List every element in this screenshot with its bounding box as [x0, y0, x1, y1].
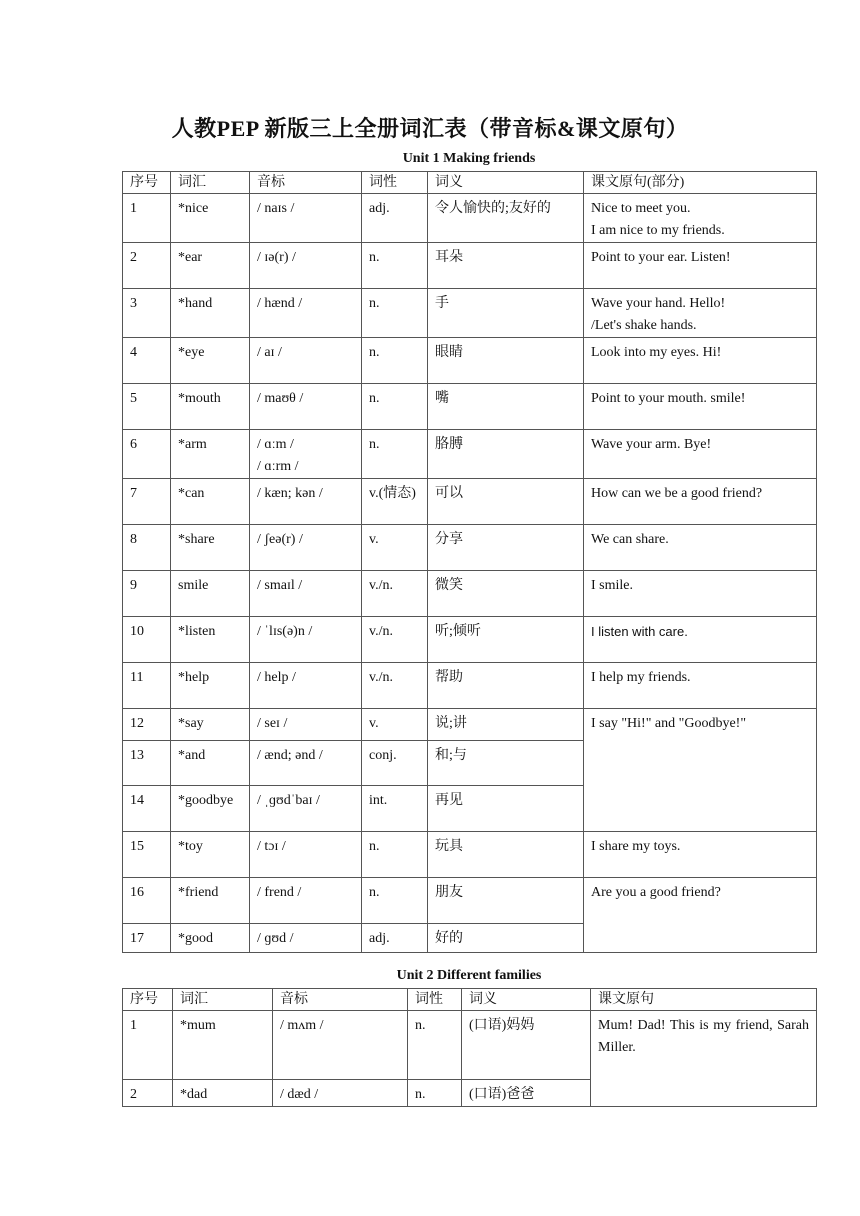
- index-cell: 2: [123, 1080, 173, 1107]
- phonetic-line: / ænd; ənd /: [257, 748, 323, 763]
- sentence-line: Nice to meet you.: [591, 201, 691, 216]
- table-row: [123, 338, 817, 384]
- word-cell: *help: [171, 663, 250, 709]
- part-of-speech-cell: v./n.: [362, 617, 428, 663]
- word-cell: *arm: [171, 430, 250, 479]
- phonetic-line: / hænd /: [257, 296, 303, 311]
- meaning-cell: 朋友: [428, 878, 584, 924]
- word-cell: *good: [171, 924, 250, 953]
- header-cell: 课文原句: [591, 989, 817, 1011]
- part-of-speech-cell: v.: [362, 525, 428, 571]
- table-header-row: [123, 172, 817, 194]
- part-of-speech-cell: n.: [408, 1011, 462, 1080]
- table-row: [123, 832, 817, 878]
- sentence-line: I say "Hi!" and "Goodbye!": [591, 716, 747, 731]
- phonetic-cell: [273, 1011, 408, 1080]
- unit1-vocab-table: [122, 171, 817, 953]
- phonetic-cell: [250, 663, 362, 709]
- header-cell: 音标: [273, 989, 408, 1011]
- part-of-speech-cell: v.: [362, 709, 428, 741]
- part-of-speech-cell: n.: [362, 384, 428, 430]
- table-row: [123, 571, 817, 617]
- word-cell: *dad: [173, 1080, 273, 1107]
- sentence-line: Point to your mouth. smile!: [591, 391, 746, 406]
- sentence-line: I am nice to my friends.: [591, 223, 725, 238]
- sentence-line: I smile.: [591, 578, 633, 593]
- phonetic-cell: [250, 709, 362, 741]
- phonetic-cell: [250, 741, 362, 786]
- phonetic-cell: [250, 924, 362, 953]
- sentence-line: Mum! Dad! This is my friend, Sarah Miller.: [598, 1018, 809, 1055]
- meaning-cell: 和;与: [428, 741, 584, 786]
- phonetic-line: / tɔɪ /: [257, 839, 286, 854]
- meaning-cell: 好的: [428, 924, 584, 953]
- sentence-line: I share my toys.: [591, 839, 681, 854]
- phonetic-cell: [250, 525, 362, 571]
- part-of-speech-cell: conj.: [362, 741, 428, 786]
- table-row: [123, 709, 817, 741]
- word-cell: *ear: [171, 243, 250, 289]
- sentence-cell: [584, 709, 817, 832]
- index-cell: 7: [123, 479, 171, 525]
- phonetic-line: / ɪə(r) /: [257, 250, 296, 265]
- document-title: 人教PEP 新版三上全册词汇表（带音标&课文原句）: [171, 116, 689, 141]
- sentence-line: How can we be a good friend?: [591, 486, 763, 501]
- index-cell: 16: [123, 878, 171, 924]
- meaning-cell: 眼睛: [428, 338, 584, 384]
- sentence-line: Point to your ear. Listen!: [591, 250, 731, 265]
- sentence-cell: [584, 289, 817, 338]
- meaning-cell: 微笑: [428, 571, 584, 617]
- phonetic-line: / seɪ /: [257, 716, 288, 731]
- table-row: [123, 243, 817, 289]
- sentence-line: I listen with care.: [591, 624, 688, 639]
- part-of-speech-cell: n.: [362, 430, 428, 479]
- sentence-line: Wave your hand. Hello!: [591, 296, 726, 311]
- phonetic-cell: [250, 430, 362, 479]
- phonetic-cell: [250, 786, 362, 832]
- sentence-line: /Let's shake hands.: [591, 318, 697, 333]
- sentence-cell: [584, 430, 817, 479]
- word-cell: *mouth: [171, 384, 250, 430]
- table-row: [123, 479, 817, 525]
- table-row: [123, 384, 817, 430]
- phonetic-line: / ʃeə(r) /: [257, 532, 303, 547]
- sentence-cell: [584, 384, 817, 430]
- word-cell: *toy: [171, 832, 250, 878]
- table-row: [123, 194, 817, 243]
- header-cell: 序号: [123, 172, 171, 194]
- phonetic-line: / help /: [257, 670, 296, 685]
- phonetic-line: / aɪ /: [257, 345, 282, 360]
- meaning-cell: 帮助: [428, 663, 584, 709]
- phonetic-cell: [250, 878, 362, 924]
- part-of-speech-cell: adj.: [362, 194, 428, 243]
- table-row: [123, 1011, 817, 1080]
- phonetic-cell: [250, 617, 362, 663]
- table-row: [123, 430, 817, 479]
- part-of-speech-cell: n.: [362, 243, 428, 289]
- word-cell: *listen: [171, 617, 250, 663]
- part-of-speech-cell: int.: [362, 786, 428, 832]
- sentence-line: We can share.: [591, 532, 669, 547]
- header-cell: 序号: [123, 989, 173, 1011]
- word-cell: *nice: [171, 194, 250, 243]
- index-cell: 8: [123, 525, 171, 571]
- part-of-speech-cell: n.: [362, 289, 428, 338]
- sentence-line: Look into my eyes. Hi!: [591, 345, 722, 360]
- table-header-row: [123, 989, 817, 1011]
- meaning-cell: 听;倾听: [428, 617, 584, 663]
- meaning-cell: 分享: [428, 525, 584, 571]
- part-of-speech-cell: v./n.: [362, 571, 428, 617]
- index-cell: 1: [123, 1011, 173, 1080]
- sentence-cell: [584, 194, 817, 243]
- header-cell: 词义: [428, 172, 584, 194]
- word-cell: smile: [171, 571, 250, 617]
- part-of-speech-cell: n.: [362, 878, 428, 924]
- meaning-cell: 令人愉快的;友好的: [428, 194, 584, 243]
- phonetic-cell: [250, 384, 362, 430]
- phonetic-cell: [250, 289, 362, 338]
- index-cell: 4: [123, 338, 171, 384]
- word-cell: *can: [171, 479, 250, 525]
- meaning-cell: 嘴: [428, 384, 584, 430]
- word-cell: *share: [171, 525, 250, 571]
- index-cell: 12: [123, 709, 171, 741]
- header-cell: 词汇: [173, 989, 273, 1011]
- sentence-line: Wave your arm. Bye!: [591, 437, 712, 452]
- table-row: [123, 663, 817, 709]
- sentence-cell: [591, 1011, 817, 1107]
- meaning-cell: (口语)妈妈: [462, 1011, 591, 1080]
- sentence-cell: [584, 479, 817, 525]
- phonetic-line: / maʊθ /: [257, 391, 304, 406]
- unit1-table-body: [123, 172, 817, 953]
- index-cell: 5: [123, 384, 171, 430]
- phonetic-cell: [273, 1080, 408, 1107]
- word-cell: *goodbye: [171, 786, 250, 832]
- sentence-cell: [584, 878, 817, 953]
- table-row: [123, 617, 817, 663]
- part-of-speech-cell: n.: [362, 338, 428, 384]
- part-of-speech-cell: adj.: [362, 924, 428, 953]
- table-row: [123, 525, 817, 571]
- sentence-line: Are you a good friend?: [591, 885, 721, 900]
- meaning-cell: 玩具: [428, 832, 584, 878]
- index-cell: 9: [123, 571, 171, 617]
- phonetic-line: / ɑːrm /: [257, 459, 299, 474]
- phonetic-line: / ɡʊd /: [257, 931, 294, 946]
- phonetic-line: / kæn; kən /: [257, 486, 323, 501]
- word-cell: *hand: [171, 289, 250, 338]
- meaning-cell: (口语)爸爸: [462, 1080, 591, 1107]
- meaning-cell: 再见: [428, 786, 584, 832]
- sentence-cell: [584, 663, 817, 709]
- meaning-cell: 说;讲: [428, 709, 584, 741]
- sentence-cell: [584, 571, 817, 617]
- phonetic-line: / naɪs /: [257, 201, 295, 216]
- header-cell: 词义: [462, 989, 591, 1011]
- part-of-speech-cell: n.: [362, 832, 428, 878]
- phonetic-cell: [250, 338, 362, 384]
- sentence-cell: [584, 338, 817, 384]
- part-of-speech-cell: n.: [408, 1080, 462, 1107]
- sentence-cell: [584, 525, 817, 571]
- index-cell: 1: [123, 194, 171, 243]
- index-cell: 11: [123, 663, 171, 709]
- index-cell: 3: [123, 289, 171, 338]
- part-of-speech-cell: v./n.: [362, 663, 428, 709]
- meaning-cell: 可以: [428, 479, 584, 525]
- index-cell: 17: [123, 924, 171, 953]
- phonetic-cell: [250, 479, 362, 525]
- header-cell: 词性: [408, 989, 462, 1011]
- unit2-vocab-table: [122, 988, 817, 1107]
- header-cell: 音标: [250, 172, 362, 194]
- sentence-cell: [584, 243, 817, 289]
- index-cell: 13: [123, 741, 171, 786]
- table-row: [123, 289, 817, 338]
- unit1-caption: Unit 1 Making friends: [402, 151, 536, 166]
- word-cell: *say: [171, 709, 250, 741]
- word-cell: *friend: [171, 878, 250, 924]
- phonetic-line: / smaɪl /: [257, 578, 303, 593]
- phonetic-line: / dæd /: [280, 1087, 319, 1102]
- index-cell: 2: [123, 243, 171, 289]
- table-row: [123, 878, 817, 924]
- word-cell: *and: [171, 741, 250, 786]
- phonetic-line: / ɑːm /: [257, 437, 294, 452]
- sentence-cell: [584, 832, 817, 878]
- header-cell: 课文原句(部分): [584, 172, 817, 194]
- phonetic-cell: [250, 571, 362, 617]
- header-cell: 词性: [362, 172, 428, 194]
- unit2-caption: Unit 2 Different families: [396, 968, 542, 983]
- phonetic-cell: [250, 243, 362, 289]
- phonetic-line: / frend /: [257, 885, 302, 900]
- index-cell: 10: [123, 617, 171, 663]
- header-cell: 词汇: [171, 172, 250, 194]
- index-cell: 6: [123, 430, 171, 479]
- meaning-cell: 耳朵: [428, 243, 584, 289]
- meaning-cell: 手: [428, 289, 584, 338]
- meaning-cell: 胳膊: [428, 430, 584, 479]
- index-cell: 15: [123, 832, 171, 878]
- index-cell: 14: [123, 786, 171, 832]
- phonetic-line: / mʌm /: [280, 1018, 324, 1033]
- phonetic-line: / ˌɡʊdˈbaɪ /: [257, 793, 320, 808]
- part-of-speech-cell: v.(情态): [362, 479, 428, 525]
- word-cell: *eye: [171, 338, 250, 384]
- word-cell: *mum: [173, 1011, 273, 1080]
- sentence-cell: [584, 617, 817, 663]
- sentence-line: I help my friends.: [591, 670, 691, 685]
- phonetic-line: / ˈlɪs(ə)n /: [257, 624, 313, 639]
- unit2-table-body: [123, 989, 817, 1107]
- phonetic-cell: [250, 194, 362, 243]
- phonetic-cell: [250, 832, 362, 878]
